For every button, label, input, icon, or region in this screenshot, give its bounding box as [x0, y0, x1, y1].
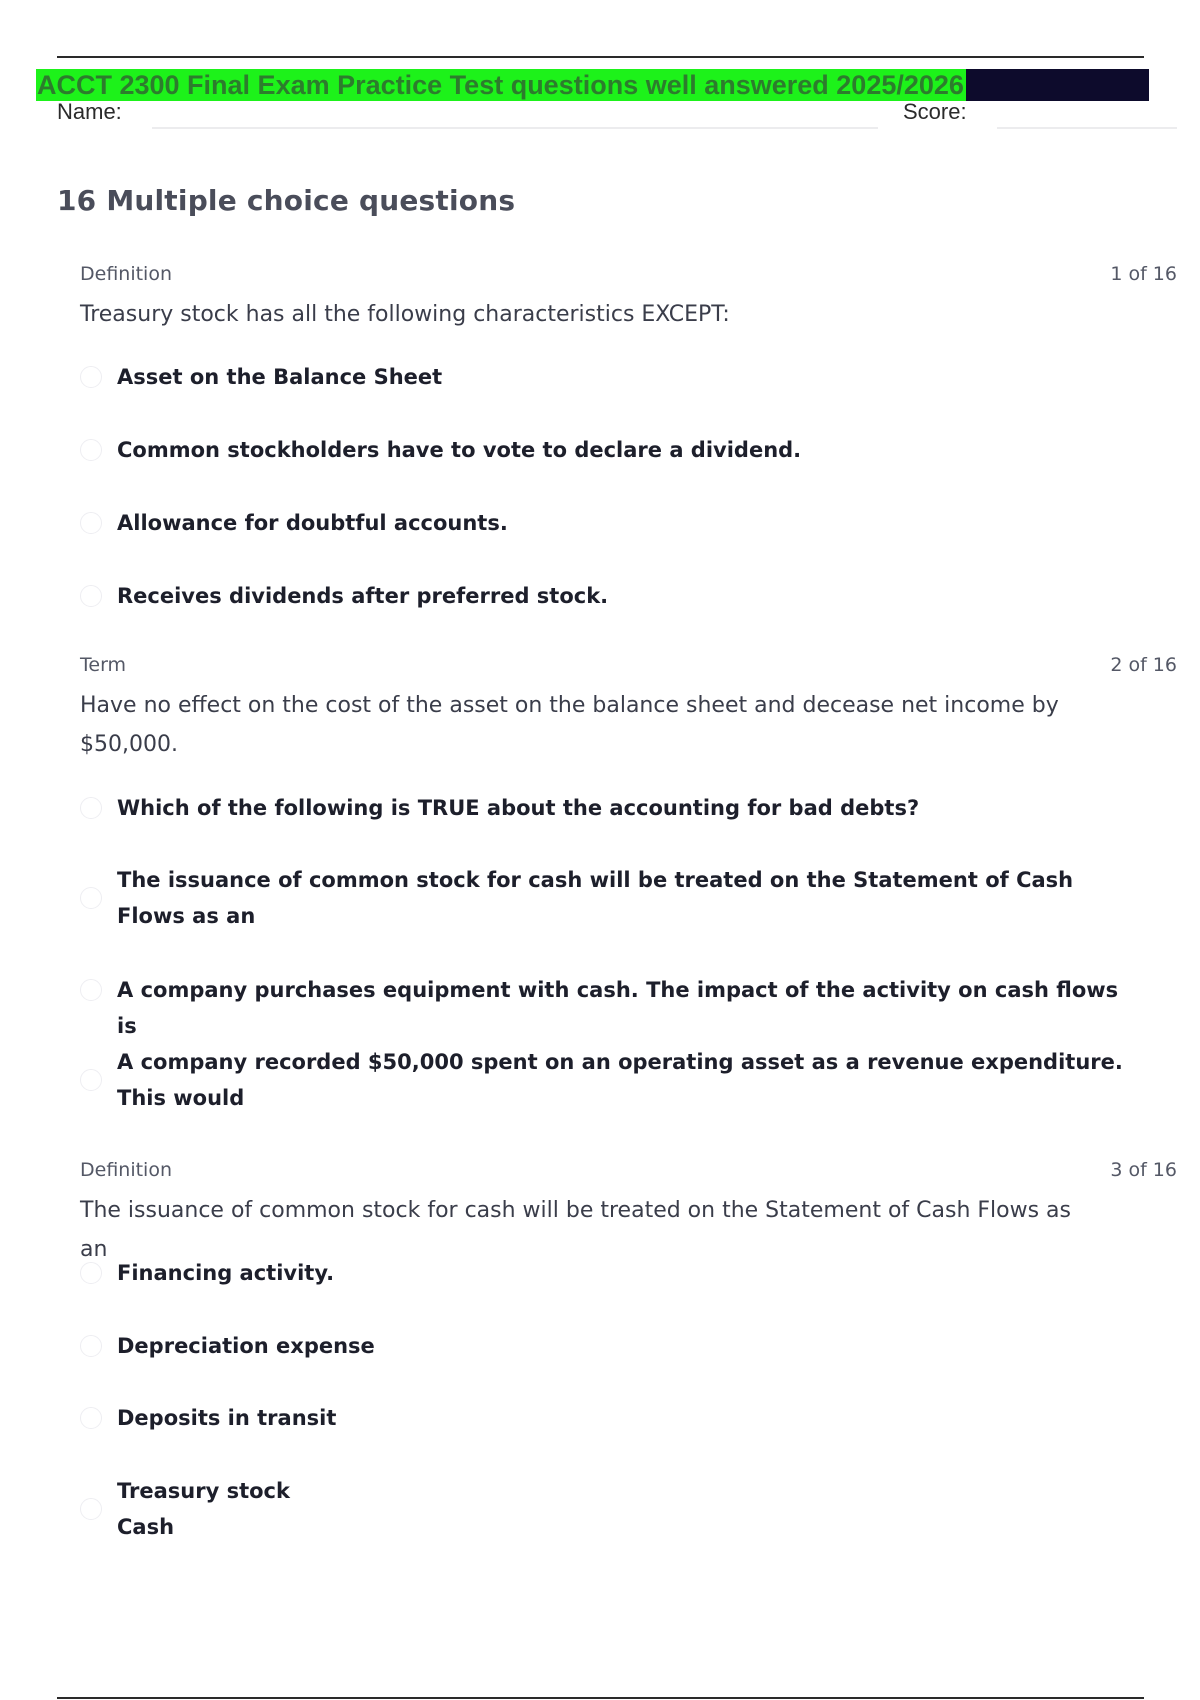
option-label: Asset on the Balance Sheet [117, 365, 443, 389]
radio-button[interactable] [80, 979, 102, 1001]
bottom-divider [57, 1697, 1144, 1699]
radio-button[interactable] [80, 1069, 102, 1091]
radio-button[interactable] [80, 1262, 102, 1284]
radio-button[interactable] [80, 512, 102, 534]
option-label: Which of the following is TRUE about the accounting for bad debts? [117, 796, 920, 820]
option-label: A company purchases equipment with cash. The impact of the activity on cash flows is [117, 978, 1119, 1038]
radio-button[interactable] [80, 797, 102, 819]
document-title: ACCT 2300 Final Exam Practice Test questions well answered 2025/2026 [37, 70, 964, 100]
option-label: Receives dividends after preferred stock. [117, 584, 609, 608]
question-counter: 1 of 16 [1110, 263, 1177, 285]
option-label: Allowance for doubtful accounts. [117, 511, 508, 535]
question-prompt: Have no effect on the cost of the asset on the balance sheet and decease net income by $50,000. [80, 693, 1059, 757]
question-prompt: The issuance of common stock for cash will be treated on the Statement of Cash Flows as an [80, 1198, 1071, 1262]
option-label: Common stockholders have to vote to declare a dividend. [117, 438, 802, 462]
option-label: Treasury stock Cash [117, 1479, 290, 1537]
name-label: Name: [57, 99, 122, 124]
score-label: Score: [903, 99, 967, 124]
option-label: The issuance of common stock for cash will be treated on the Statement of Cash Flows as an [117, 868, 1074, 928]
title-banner [36, 69, 1149, 101]
option-label: Depreciation expense [117, 1334, 375, 1358]
radio-button[interactable] [80, 1407, 102, 1429]
question-type-label: Definition [80, 1159, 173, 1181]
radio-button[interactable] [80, 585, 102, 607]
section-title: 16 Multiple choice questions [57, 184, 516, 217]
answer-option[interactable] [80, 1473, 1150, 1537]
radio-button[interactable] [80, 439, 102, 461]
name-field[interactable] [152, 127, 878, 129]
radio-button[interactable] [80, 1335, 102, 1357]
radio-button[interactable] [80, 366, 102, 388]
radio-button[interactable] [80, 1498, 102, 1520]
question-type-label: Term [80, 654, 127, 676]
question-counter: 3 of 16 [1110, 1159, 1177, 1181]
option-label: Deposits in transit [117, 1406, 337, 1430]
score-field[interactable] [997, 127, 1177, 129]
radio-button[interactable] [80, 887, 102, 909]
question-counter: 2 of 16 [1110, 654, 1177, 676]
option-label: Financing activity. [117, 1261, 335, 1285]
question-prompt: Treasury stock has all the following characteristics EXCEPT: [80, 302, 730, 327]
top-divider [57, 56, 1144, 58]
question-type-label: Definition [80, 263, 173, 285]
option-label: A company recorded $50,000 spent on an operating asset as a revenue expenditure. This would [117, 1050, 1123, 1110]
